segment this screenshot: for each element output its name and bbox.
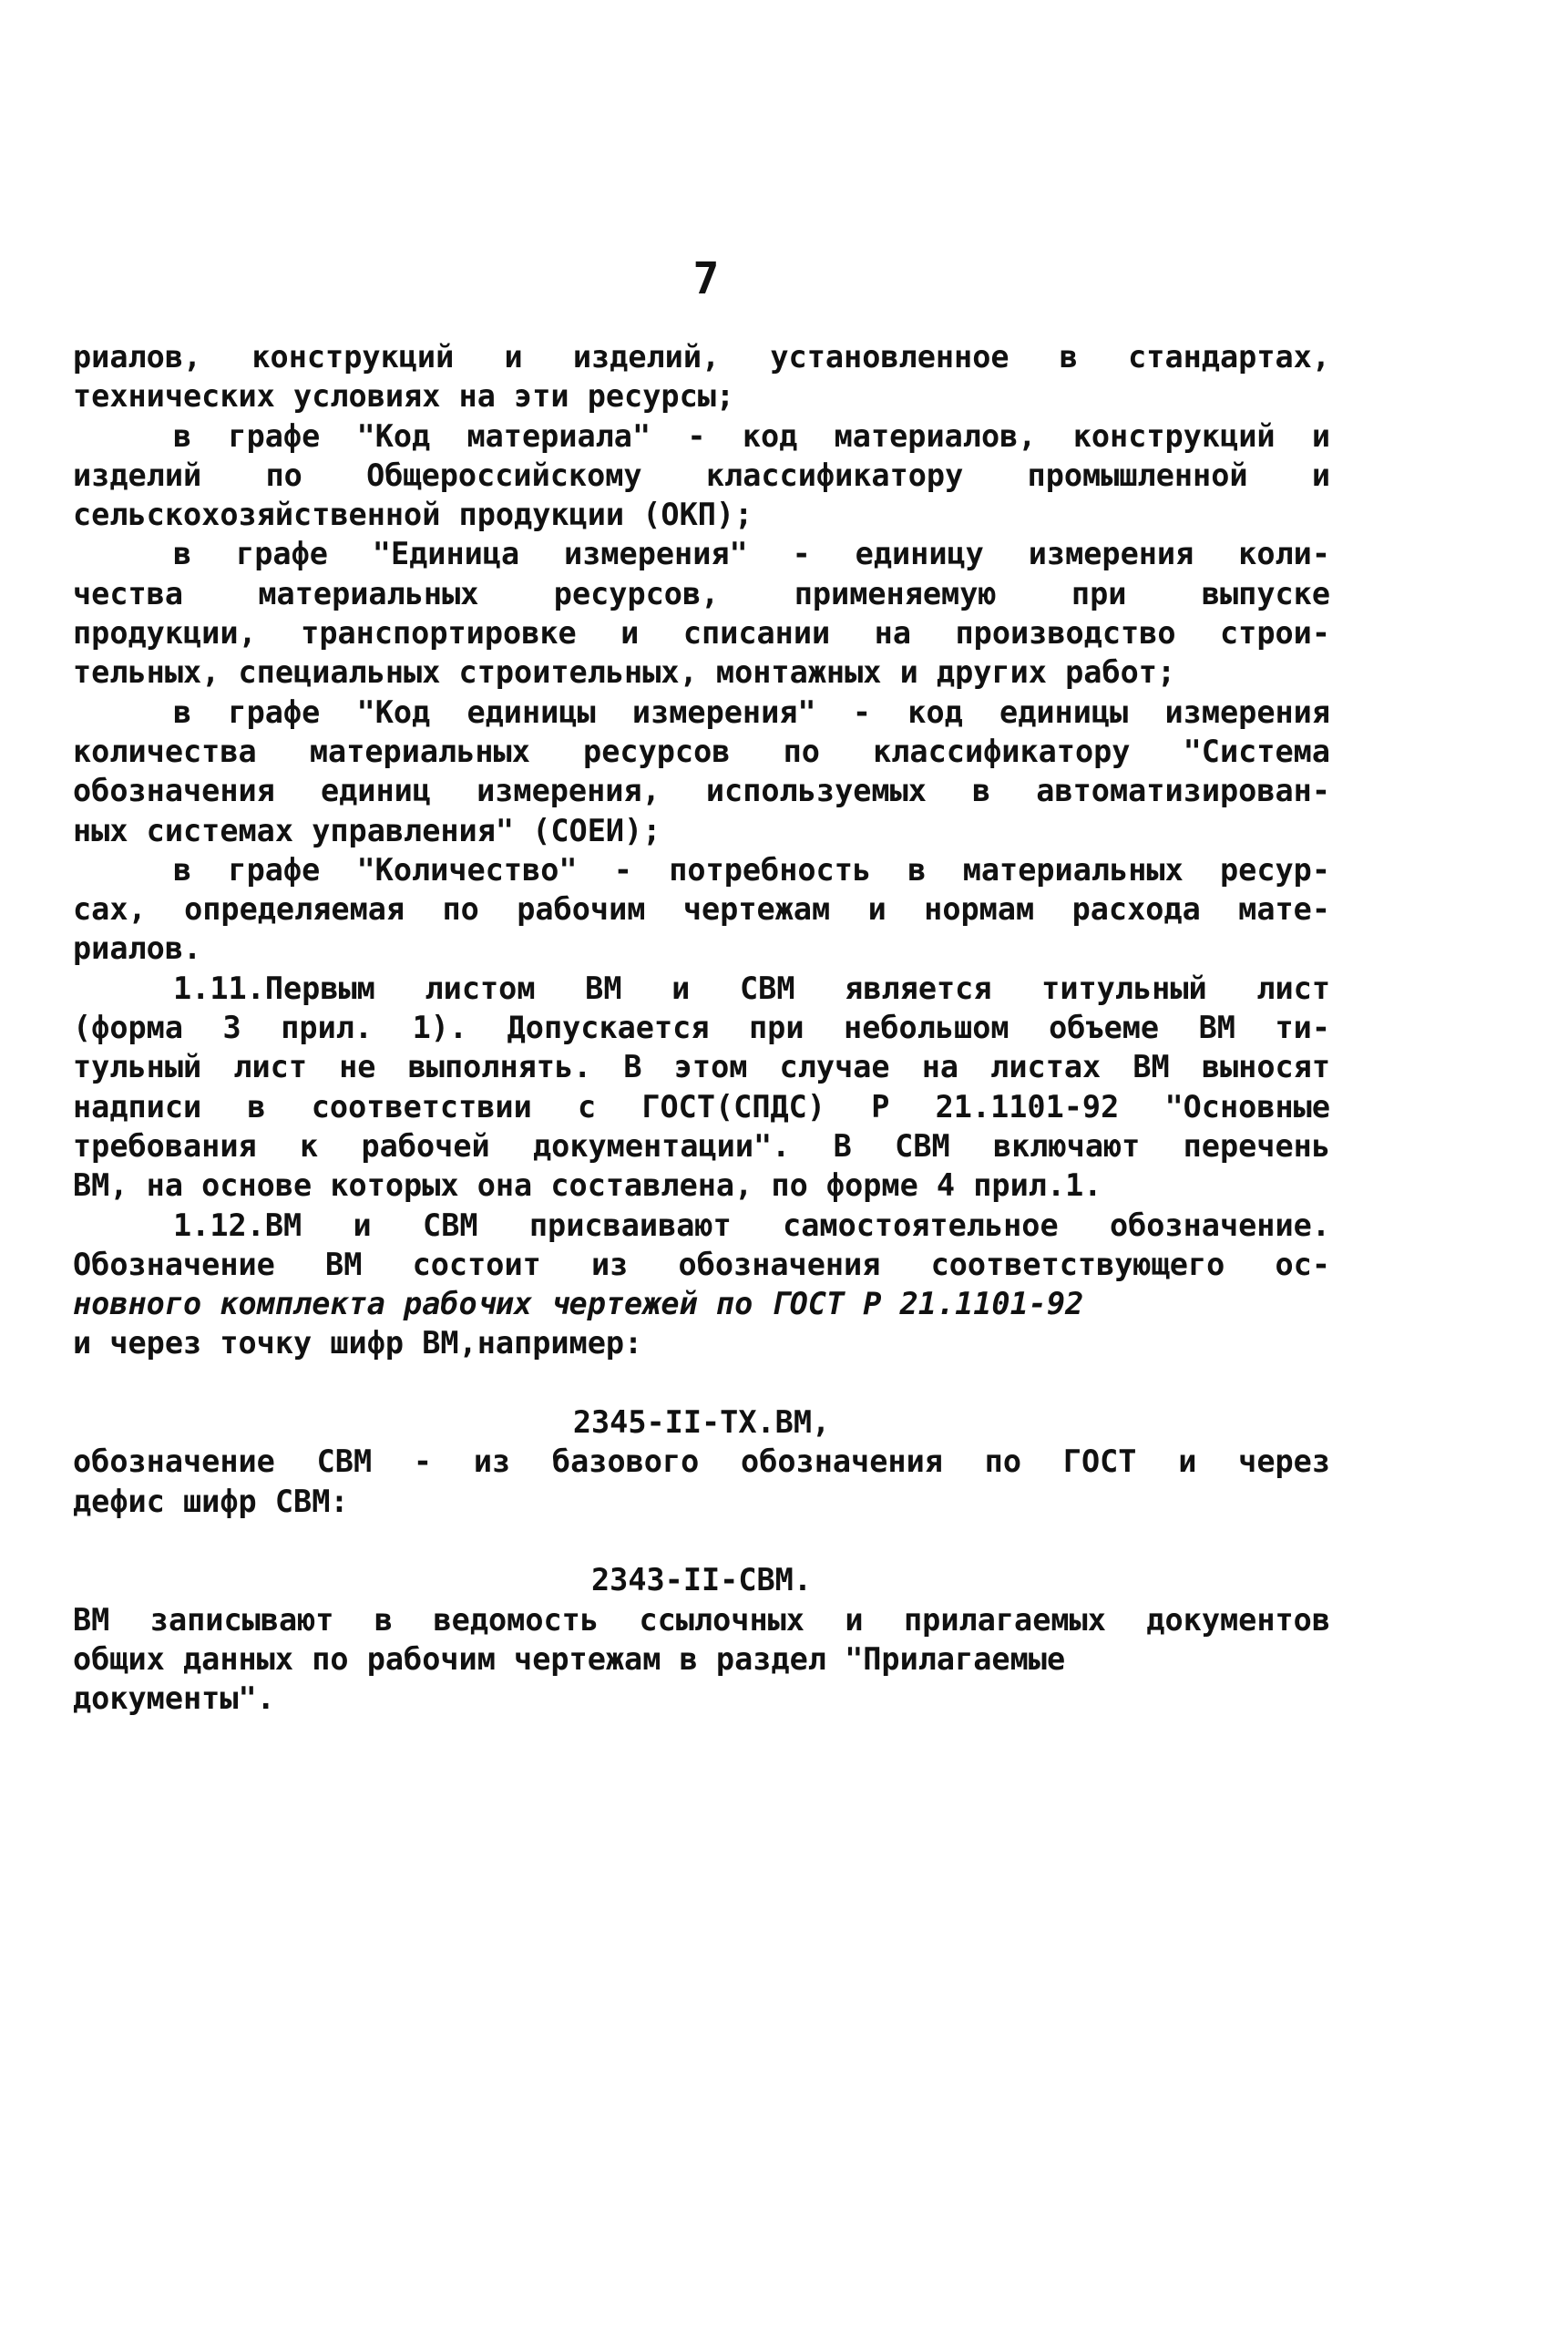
text-line: изделий по Общероссийскому классификатору промышленной и — [73, 457, 1330, 493]
text-line: продукции, транспортировке и списании на производство строи- — [73, 615, 1330, 652]
text-line: сах, определяемая по рабочим чертежам и нормам расхода мате- — [73, 891, 1330, 928]
designation-example-svm: 2343-II-СВМ. — [590, 1562, 813, 1598]
text-line: в графе "Код единицы измерения" - код единицы измерения — [173, 693, 1330, 730]
document-body — [73, 337, 1330, 1718]
text-line: риалов, конструкций и изделий, установленное в стандартах, — [73, 339, 1330, 375]
text-line: ных системах управления" (СОЕИ); — [73, 812, 661, 848]
text-line: обозначение СВМ - из базового обозначения по ГОСТ и через — [73, 1443, 1330, 1480]
text-line: требования к рабочей документации". В СВМ включают перечень — [73, 1127, 1330, 1164]
text-line: ВМ, на основе которых она составлена, по форме 4 прил.1. — [73, 1167, 1102, 1204]
text-line: дефис шифр СВМ: — [73, 1483, 349, 1519]
designation-example-vm: 2345-II-ТХ.ВМ, — [572, 1404, 831, 1441]
section-heading-1-12: 1.12.ВМ и СВМ присваивают самостоятельное обозначение. — [173, 1207, 1330, 1243]
text-line: Обозначение ВМ состоит из обозначения соответствующего ос- — [73, 1246, 1330, 1282]
section-heading-1-11: 1.11.Первым листом ВМ и СВМ является титульный лист — [173, 970, 1330, 1006]
page-number: 7 — [692, 253, 720, 304]
text-line: и через точку шифр ВМ,например: — [73, 1325, 643, 1361]
text-line: обозначения единиц измерения, используемых в автоматизирован- — [73, 773, 1330, 809]
text-line: технических условиях на эти ресурсы; — [73, 378, 735, 415]
text-line: тульный лист не выполнять. В этом случае на листах ВМ выносят — [73, 1049, 1330, 1085]
text-line: количества материальных ресурсов по классификатору "Система — [73, 733, 1330, 769]
text-line: в графе "Код материала" - код материалов, конструкций и — [173, 417, 1330, 454]
text-line: в графе "Единица измерения" - единицу измерения коли- — [173, 536, 1330, 572]
text-line: сельскохозяйственной продукции (ОКП); — [73, 497, 753, 533]
text-line: в графе "Количество" - потребность в материальных ресур- — [173, 851, 1330, 888]
text-line: документы". — [73, 1680, 275, 1717]
text-line: (форма 3 прил. 1). Допускается при небольшом объеме ВМ ти- — [73, 1010, 1330, 1046]
text-line: тельных, специальных строительных, монтажных и других работ; — [73, 654, 1176, 691]
text-line: надписи в соответствии с ГОСТ(СПДС) Р 21.1101-92 "Основные — [73, 1088, 1330, 1125]
text-line: чества материальных ресурсов, применяемую при выпуске — [73, 575, 1330, 611]
text-line: новного комплекта рабочих чертежей по ГОСТ Р 21.1101-92 — [73, 1286, 1084, 1322]
text-line: ВМ записывают в ведомость ссылочных и прилагаемых документов — [73, 1601, 1330, 1638]
text-line: общих данных по рабочим чертежам в раздел "Прилагаемые — [73, 1640, 1066, 1677]
text-line: риалов. — [73, 930, 202, 967]
